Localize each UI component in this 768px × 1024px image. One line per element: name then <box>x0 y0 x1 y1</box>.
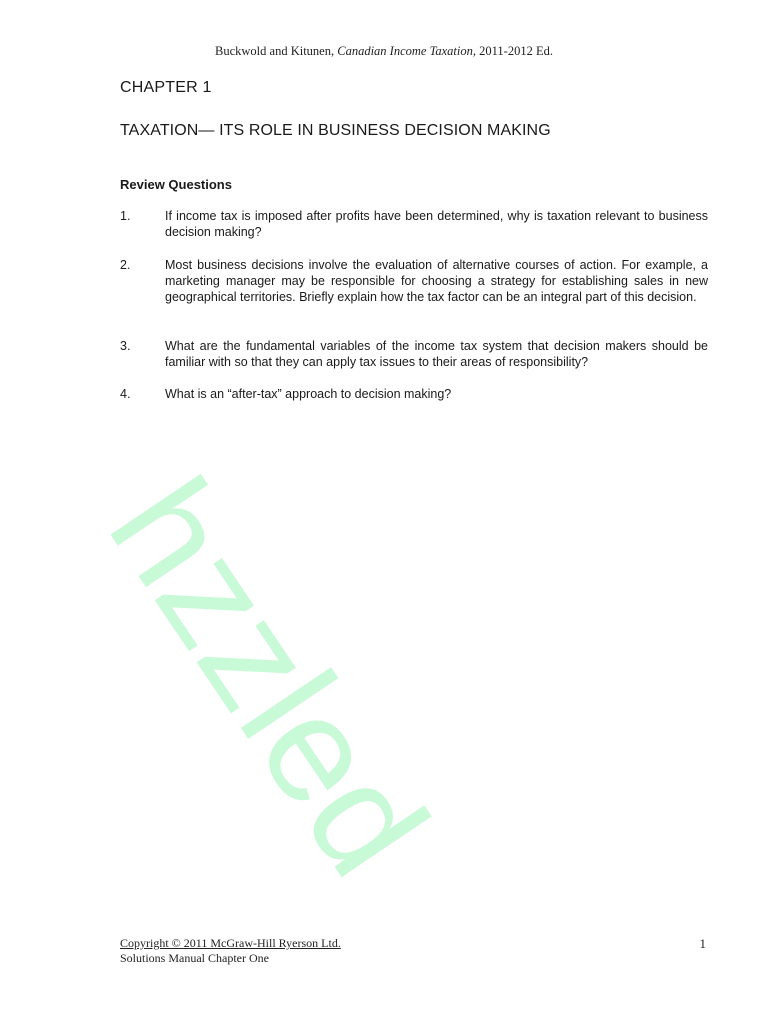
header-authors: Buckwold and Kitunen, <box>215 44 338 58</box>
question-number: 1. <box>120 209 131 223</box>
footer-copyright: Copyright © 2011 McGraw-Hill Ryerson Ltd. <box>120 936 341 950</box>
header-edition: 2011-2012 Ed. <box>476 44 553 58</box>
question-text: What is an “after-tax” approach to decision making? <box>165 387 452 401</box>
question-text: Most business decisions involve the evaluation of alternative courses of action. For example, a marketing manager may be responsible for choosing a strategy for establishing sales in new geographical territories. Briefly explain how the tax factor can be an integral part of this decision. <box>165 258 708 304</box>
chapter-title: TAXATION— ITS ROLE IN BUSINESS DECISION MAKING <box>120 122 551 139</box>
footer-manual-title: Solutions Manual Chapter One <box>120 951 269 965</box>
question-number: 3. <box>120 339 131 353</box>
page-number: 1 <box>699 936 706 951</box>
question-text: What are the fundamental variables of the income tax system that decision makers should be familiar with so that they can apply tax issues to their areas of responsibility? <box>165 339 708 369</box>
section-heading: Review Questions <box>120 177 232 192</box>
question-number: 2. <box>120 258 131 272</box>
question-number: 4. <box>120 387 131 401</box>
chapter-label: CHAPTER 1 <box>120 79 212 96</box>
question-2 <box>120 257 708 305</box>
page-footer <box>120 936 341 966</box>
running-header <box>0 44 768 59</box>
question-3 <box>120 338 708 370</box>
question-text: If income tax is imposed after profits have been determined, why is taxation relevant to business decision making? <box>165 209 708 239</box>
question-4 <box>120 386 708 402</box>
watermark: hzzled <box>78 449 460 904</box>
header-book-title: Canadian Income Taxation, <box>337 44 477 58</box>
question-1 <box>120 208 708 240</box>
